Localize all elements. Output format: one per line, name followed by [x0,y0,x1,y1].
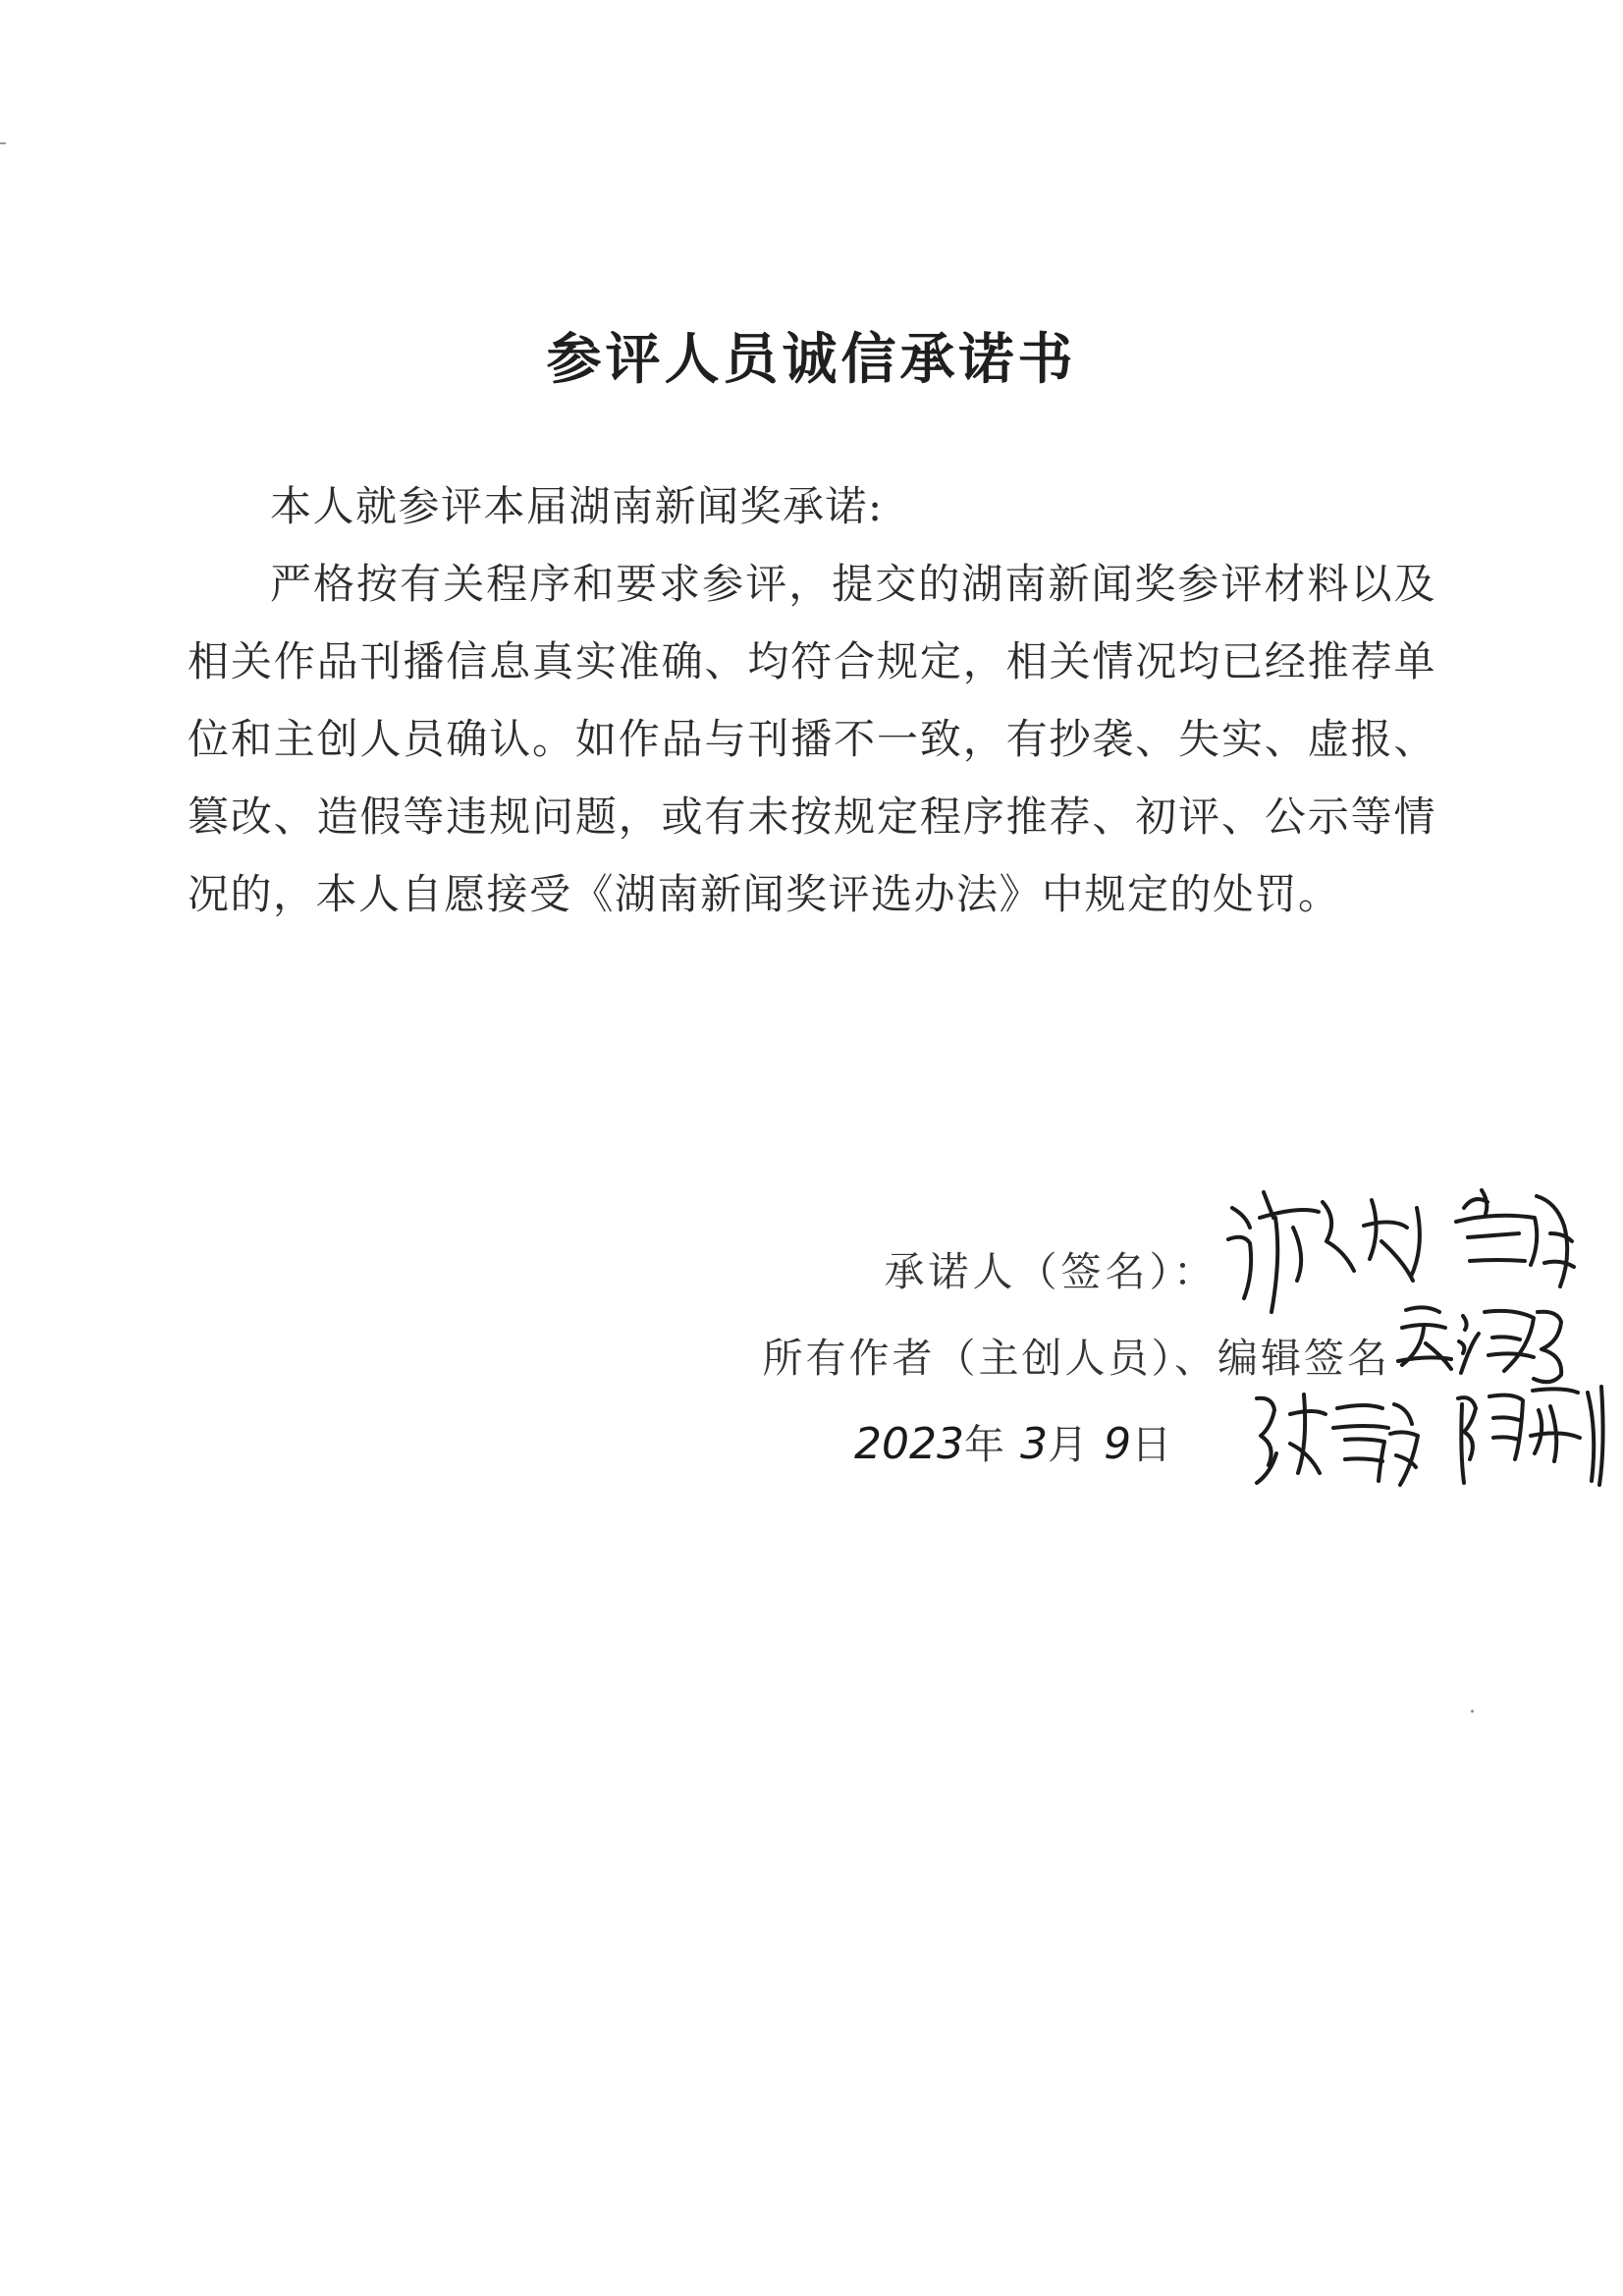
handwritten-signature-author-3 [1448,1375,1615,1493]
authors-signature-label: 所有作者（主创人员）、编辑签名 [762,1335,1390,1382]
handwritten-signature-author-2 [1247,1385,1424,1493]
scan-dust-mark [1471,1710,1474,1713]
date-day-unit: 日 [1131,1421,1175,1468]
body-text [188,467,1436,933]
paragraph-commitment: 严格按有关程序和要求参评，提交的湖南新闻奖参评材料以及相关作品刊播信息真实准确、均符合规定，相关情况均已经推荐单位和主创人员确认。如作品与刊播不一致，有抄袭、失实、虚报、篡改、造假等违规问题，或有未按规定程序推荐、初评、公示等情况的，本人自愿接受《湖南新闻奖评选办法》中规定的处罚。 [188,560,1436,918]
page-title: 参评人员诚信承诺书 [546,327,1077,392]
date-day: 9 [1104,1419,1132,1469]
scan-edge-mark [0,142,6,144]
signing-date [854,1412,1188,1470]
date-month: 3 [1020,1419,1049,1469]
date-year-unit: 年 [963,1421,1007,1468]
date-year: 2023 [854,1419,964,1469]
paragraph-intro: 本人就参评本届湖南新闻奖承诺: [270,482,884,530]
date-month-unit: 月 [1048,1421,1092,1468]
pledger-signature-label: 承诺人（签名）： [884,1248,1217,1295]
